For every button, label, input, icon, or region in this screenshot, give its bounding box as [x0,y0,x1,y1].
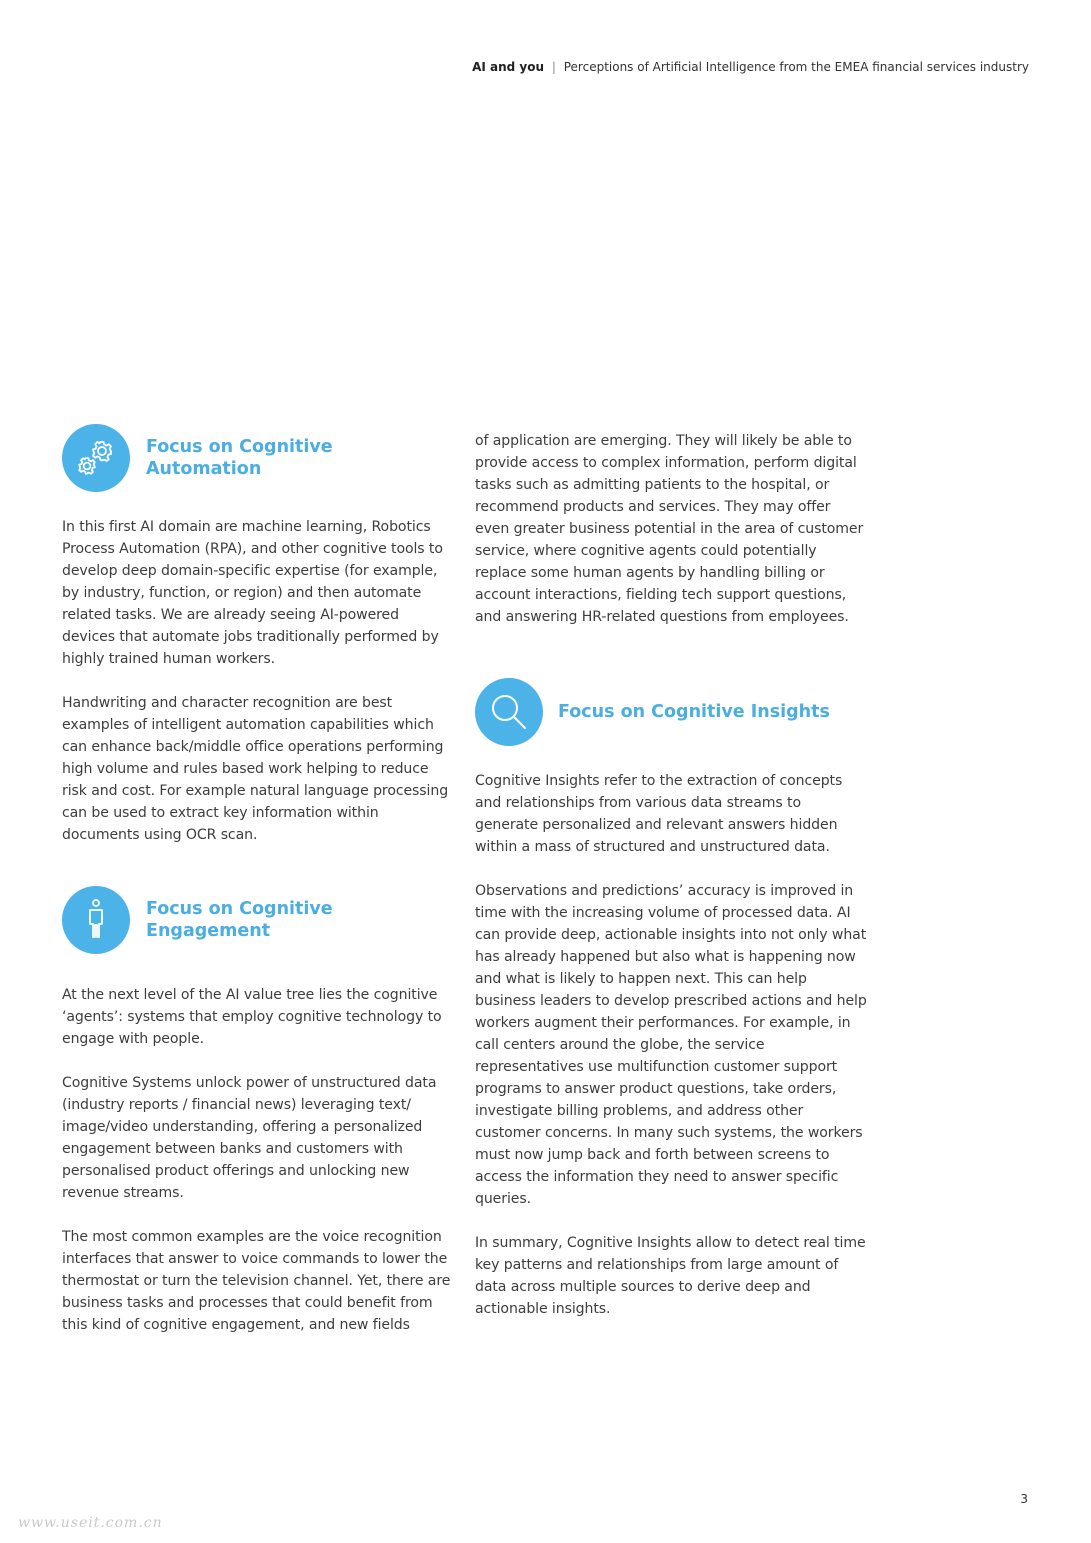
insights-paragraph-1: Cognitive Insights refer to the extraction of concepts and relationships from various data streams to generate personalized and relevant answers hidden within a mass of structured and unstructured data. [475,773,843,855]
left-column [62,424,454,1336]
header-subtitle: Perceptions of Artificial Intelligence from the EMEA financial services industry [563,60,1029,74]
page-number: 3 [1020,1492,1028,1506]
engagement-title-line2: Engagement [146,921,271,941]
engagement-title-line1: Focus on Cognitive [146,899,333,919]
person-icon [62,886,130,954]
page-header [472,60,1029,74]
header-title: AI and you [472,60,545,74]
header-separator: | [551,60,556,74]
engagement-paragraph-1: At the next level of the AI value tree lies the cognitive ‘agents’: systems that employ cognitive technology to engage with people. [62,987,442,1047]
automation-heading [62,424,454,492]
insights-paragraph-3: In summary, Cognitive Insights allow to detect real time key patterns and relationships from large amount of data across multiple sources to derive deep and actionable insights. [475,1235,866,1317]
watermark: www.useit.com.cn [18,1515,163,1531]
engagement-heading [62,886,454,954]
automation-title-line2: Automation [146,459,262,479]
insights-paragraph-2: Observations and predictions’ accuracy is improved in time with the increasing volume of processed data. AI can provide deep, actionable insights into not only what has already happened but also what is happening now and what is likely to happen next. This can help business leaders to develop prescribed actions and help workers augment their performances. For example, in call centers around the globe, the service representatives use multifunction customer support programs to answer product questions, take orders, investigate billing problems, and address other customer concerns. In many such systems, the workers must now jump back and forth between screens to access the information they need to answer specific queries. [475,883,867,1207]
automation-paragraph-1: In this first AI domain are machine learning, Robotics Process Automation (RPA), and other cognitive tools to develop deep domain-specific expertise (for example, by industry, function, or region) and then automate related tasks. We are already seeing AI-powered devices that automate jobs traditionally performed by highly trained human workers. [62,519,443,667]
automation-title-line1: Focus on Cognitive [146,437,333,457]
magnifier-icon [475,678,543,746]
right-column [475,430,867,1320]
engagement-paragraph-3: The most common examples are the voice recognition interfaces that answer to voice commands to lower the thermostat or turn the television channel. Yet, there are business tasks and processes that could benefit from this kind of cognitive engagement, and new fields [62,1229,451,1333]
insights-title: Focus on Cognitive Insights [558,702,830,722]
insights-heading [475,678,867,746]
engagement-continuation: of application are emerging. They will likely be able to provide access to complex information, perform digital tasks such as admitting patients to the hospital, or recommend products and services. They may offer even greater business potential in the area of customer service, where cognitive agents could potentially replace some human agents by handling billing or account interactions, fielding tech support questions, and answering HR-related questions from employees. [475,433,864,625]
automation-paragraph-2: Handwriting and character recognition are best examples of intelligent automation capabilities which can enhance back/middle office operations performing high volume and rules based work helping to reduce risk and cost. For example natural language processing can be used to extract key information within documents using OCR scan. [62,695,449,843]
engagement-paragraph-2: Cognitive Systems unlock power of unstructured data (industry reports / financial news) leveraging text/ image/video understanding, offering a personalized engagement between banks and customers with personalised product offerings and unlocking new revenue streams. [62,1075,437,1201]
gears-icon [62,424,130,492]
engagement-title [146,898,333,942]
automation-title [146,436,333,480]
